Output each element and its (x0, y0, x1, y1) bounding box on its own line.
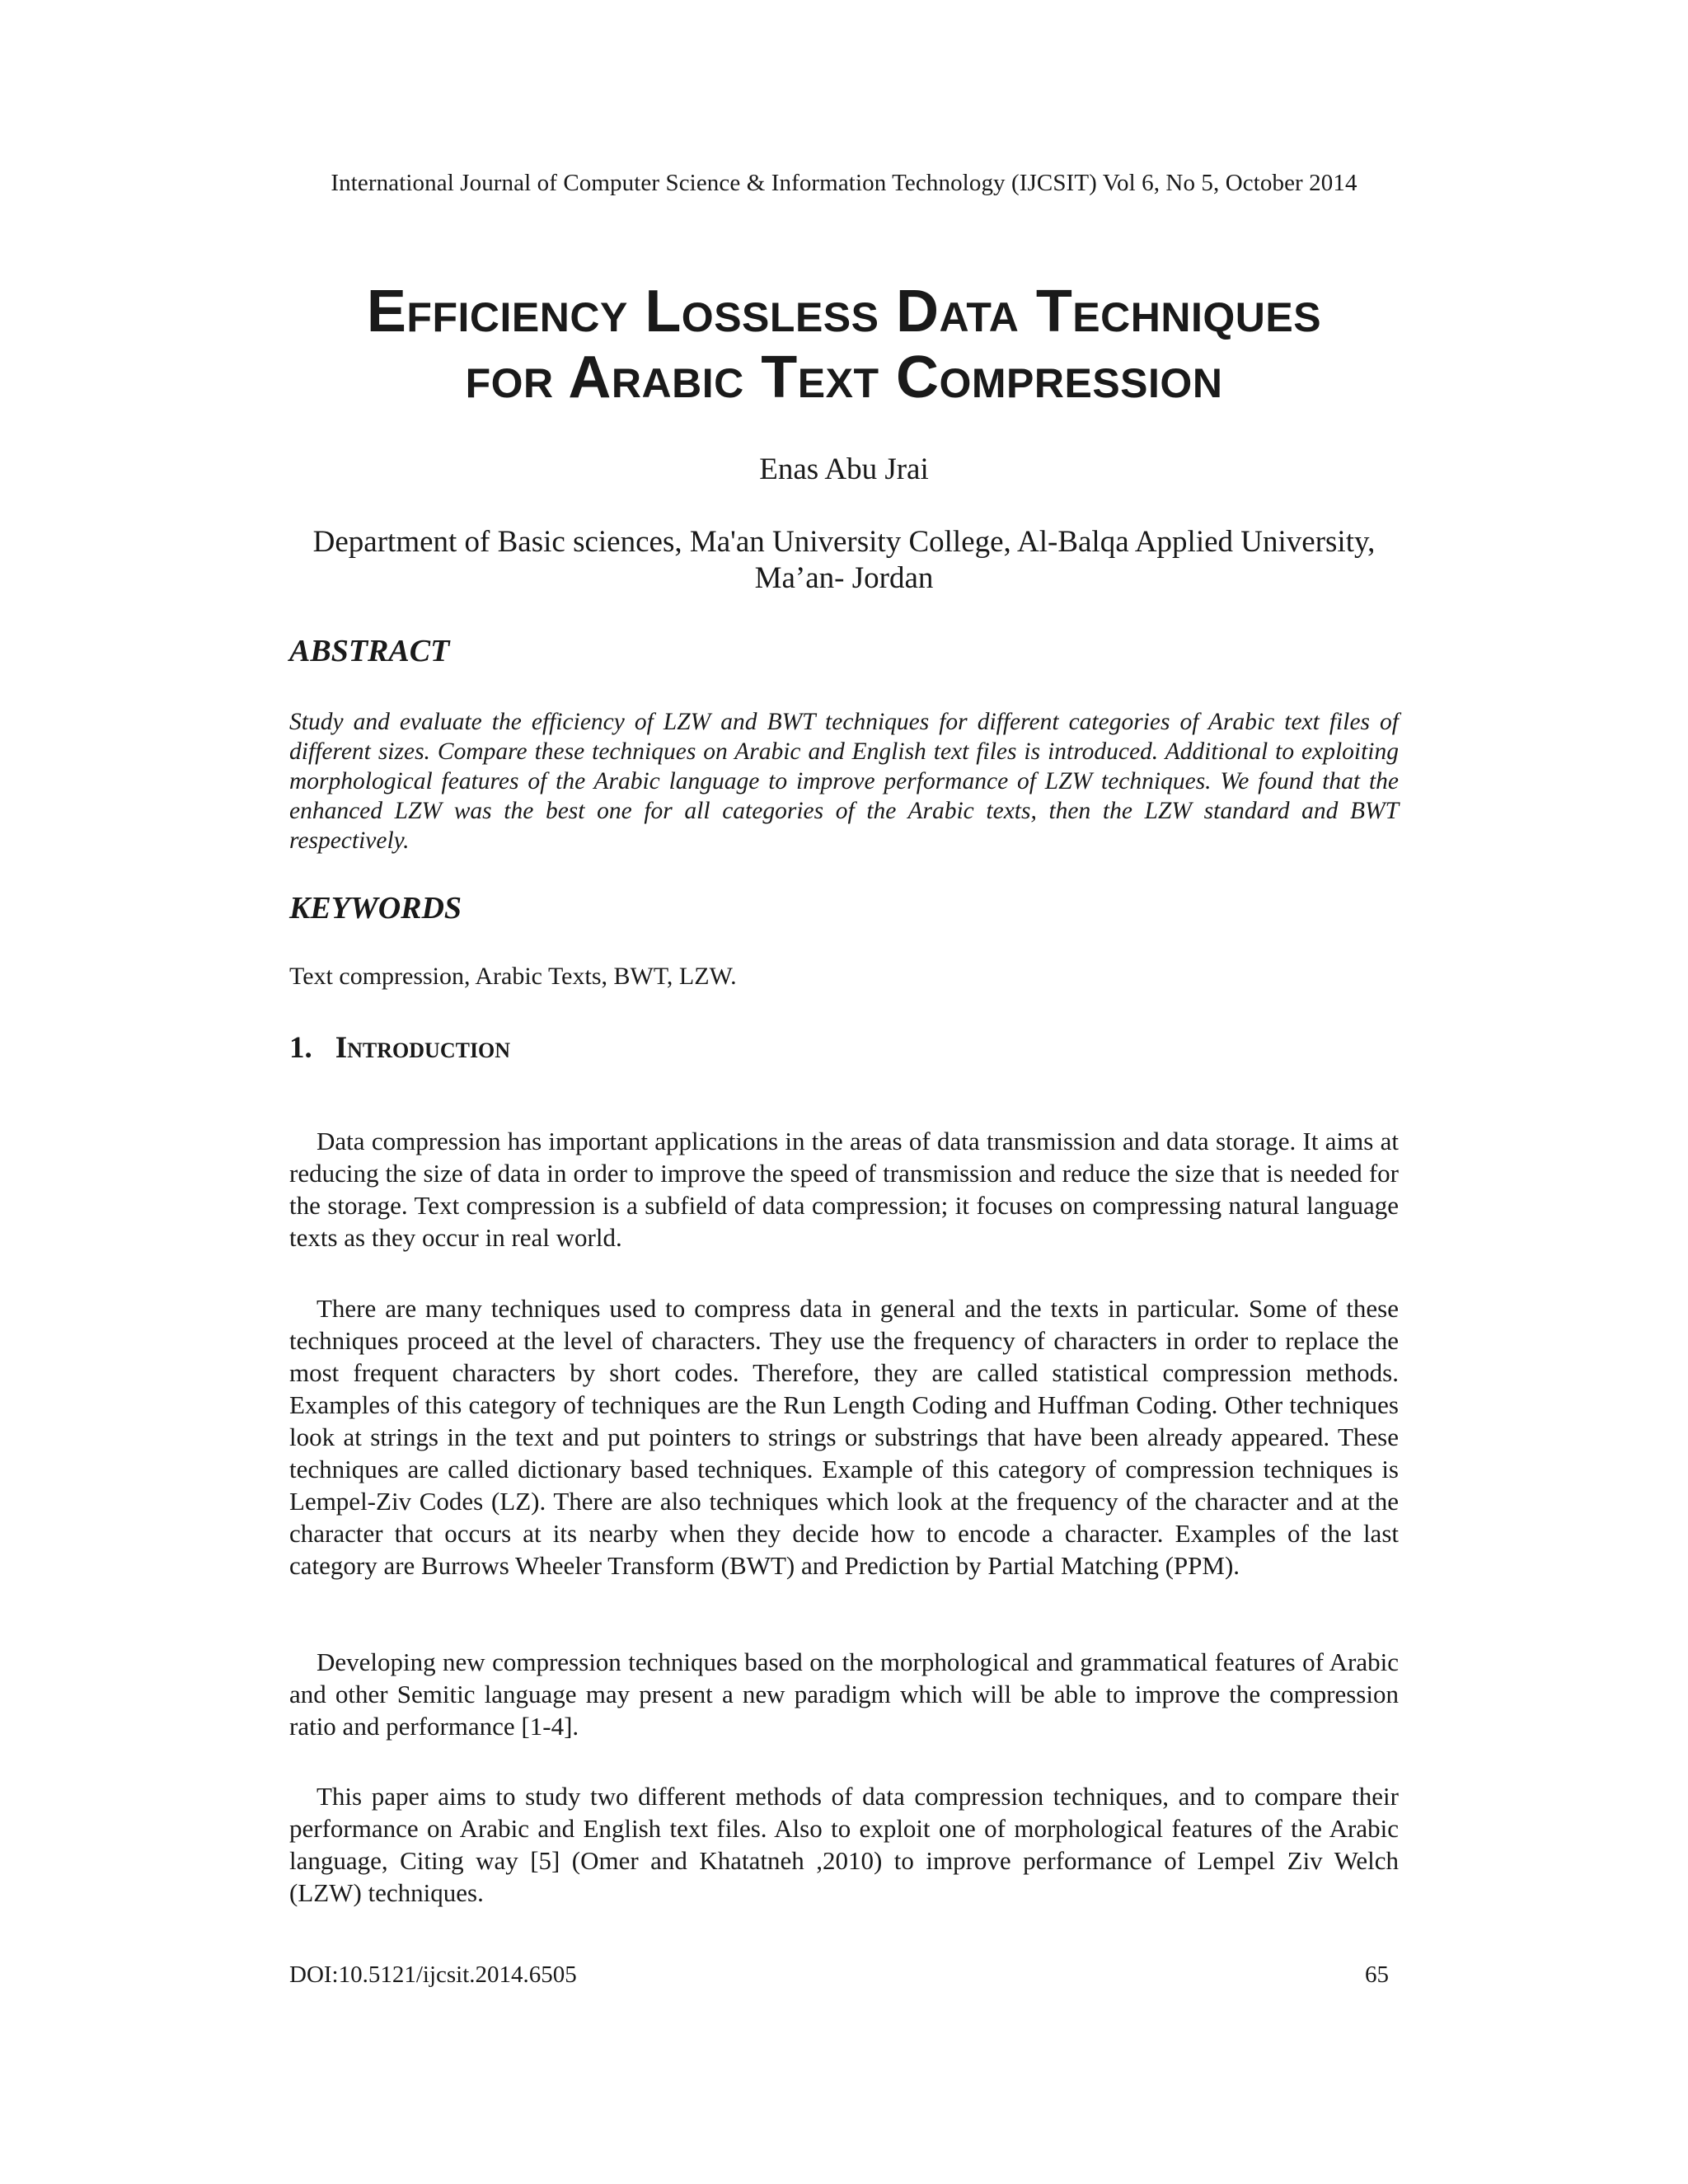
keywords-heading: KEYWORDS (289, 891, 462, 926)
introduction-heading (289, 1030, 510, 1066)
abstract-text: Study and evaluate the efficiency of LZW and BWT techniques for different categories of Arabic text files of different sizes. Compare these techniques on Arabic and English text files is introduced. Additional to exploiting morphological features of the Arabic language to improve performance of LZW techniques. We found that the enhanced LZW was the best one for all categories of the Arabic texts, then the LZW standard and BWT respectively. (289, 709, 1399, 854)
footer-page-number: 65 (1365, 1961, 1389, 1988)
paper-title-line-2: for Arabic Text Compression (465, 344, 1223, 410)
footer-doi: DOI:10.5121/ijcsit.2014.6505 (289, 1961, 577, 1988)
paper-title (0, 279, 1688, 410)
intro-paragraph-1: Data compression has important applications in the areas of data transmission and data storage. It aims at reducing the size of data in order to improve the speed of transmission and reduce the size that is needed for the storage. Text compression is a subfield of data compression; it focuses on compressing natural language texts as they occur in real world. (289, 1127, 1399, 1252)
abstract-heading: ABSTRACT (289, 634, 450, 668)
affiliation-line-2: Ma’an- Jordan (754, 561, 934, 595)
author-affiliation (0, 524, 1688, 597)
intro-paragraph-3: Developing new compression techniques based on the morphological and grammatical features of Arabic and other Semitic language may present a new paradigm which will be able to improve the compression ratio and performance [1-4]. (289, 1647, 1399, 1741)
keywords-text: Text compression, Arabic Texts, BWT, LZW. (289, 963, 737, 990)
affiliation-line-1: Department of Basic sciences, Ma'an University College, Al-Balqa Applied University, (312, 525, 1376, 559)
section-title: Introduction (335, 1031, 511, 1065)
intro-paragraph-4: This paper aims to study two different methods of data compression techniques, and to compare their performance on Arabic and English text files. Also to exploit one of morphological features of the Arabic language, Citing way [5] (Omer and Khatatneh ,2010) to improve performance of Lempel Ziv Welch (LZW) techniques. (289, 1782, 1399, 1907)
author-name: Enas Abu Jrai (759, 452, 929, 486)
section-number: 1. (289, 1031, 312, 1065)
intro-paragraph-2: There are many techniques used to compress data in general and the texts in particular. Some of these techniques proceed at the level of characters. They use the frequency of characters in order to replace the most frequent characters by short codes. Therefore, they are called statistical compression methods. Examples of this category of techniques are the Run Length Coding and Huffman Coding. Other techniques look at strings in the text and put pointers to strings or substrings that have been already appeared. These techniques are called dictionary based techniques. Example of this category of compression techniques is Lempel-Ziv Codes (LZ). There are also techniques which look at the frequency of the character and at the character that occurs at its nearby when they decide how to encode a character. Examples of the last category are Burrows Wheeler Transform (BWT) and Prediction by Partial Matching (PPM). (289, 1294, 1399, 1580)
paper-title-line-1: Efficiency Lossless Data Techniques (366, 279, 1322, 344)
running-header: International Journal of Computer Science & Information Technology (IJCSIT) Vol 6, No 5, October 2014 (331, 170, 1357, 196)
